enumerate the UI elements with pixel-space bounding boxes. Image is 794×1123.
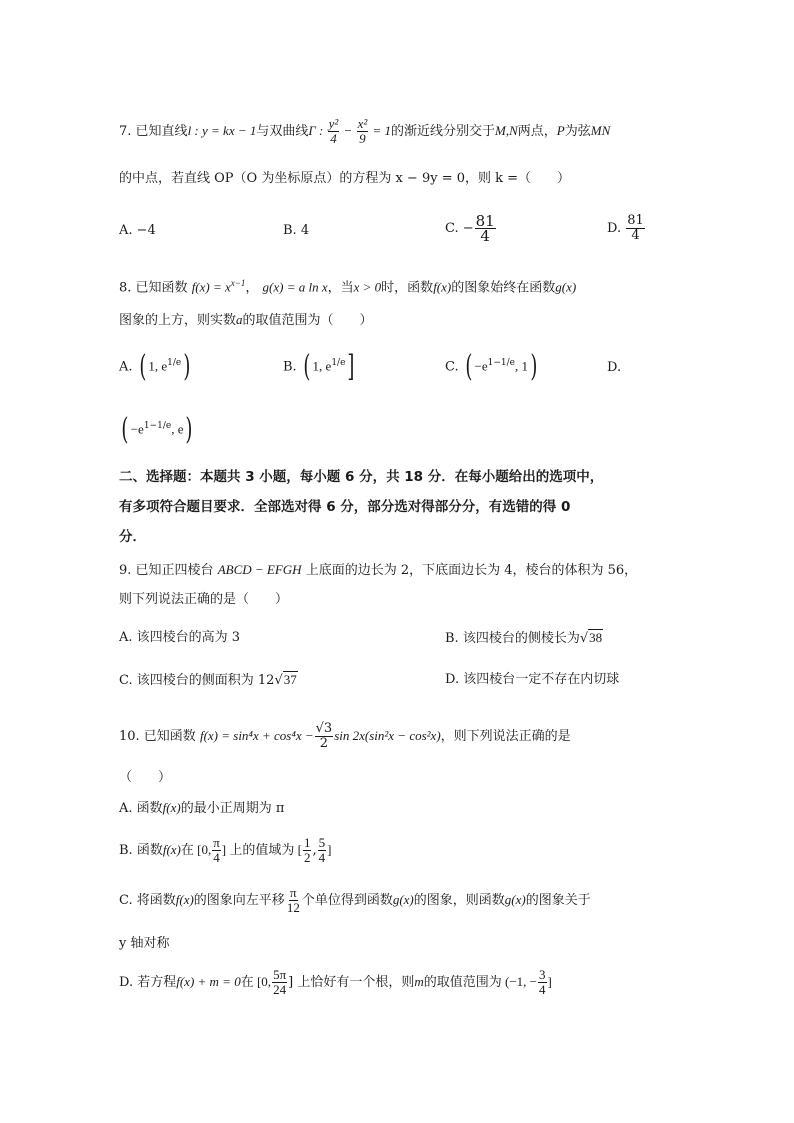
q7-option-d <box>607 214 646 243</box>
option-m: m <box>414 974 424 989</box>
frac-num: √3 <box>315 721 333 736</box>
frac-den: 24 <box>273 982 287 997</box>
q8-option-a <box>119 349 193 384</box>
option-frac <box>475 214 496 243</box>
q7-text: 为弦 <box>564 124 591 139</box>
option-body: −e <box>130 421 144 437</box>
q9-line1 <box>119 560 637 581</box>
frac-num: x² <box>357 116 368 131</box>
option-text: D. 若方程 <box>119 975 177 990</box>
paren-right: ) <box>530 349 538 384</box>
option-f: f(x) + m = 0 <box>176 974 241 989</box>
q7-number: 7. <box>119 124 132 139</box>
q8-line1 <box>119 273 576 298</box>
frac-num: 5π <box>273 967 287 982</box>
frac-den: 12 <box>286 900 300 915</box>
minus: − <box>340 123 356 138</box>
frac-num: 5 <box>318 835 326 850</box>
option-frac <box>272 968 287 997</box>
frac-num: 81 <box>475 212 495 230</box>
q7-chord: MN <box>590 123 611 138</box>
q7-line2: 的中点，若直线 OP（O 为坐标原点）的方程为 x − 9y = 0，则 k =（ ） <box>119 171 571 186</box>
q8-gx: g(x) <box>555 279 577 295</box>
q8-var: a <box>236 312 243 327</box>
paren-right: ) <box>183 349 191 384</box>
frac-num: π <box>290 885 297 900</box>
option-g: g(x) <box>392 892 414 907</box>
option-text: 的取值范围为 (−1, − <box>423 974 537 989</box>
q10-option-d <box>119 968 552 997</box>
frac-num: 81 <box>627 213 644 228</box>
frac-den: 4 <box>213 850 220 865</box>
frac-den: 9 <box>359 131 366 146</box>
frac-den: 4 <box>318 850 326 865</box>
frac-num: 3 <box>539 967 546 982</box>
option-text: C. 该四棱台的侧面积为 12 <box>119 673 275 688</box>
q8-option-b <box>283 349 357 384</box>
option-body: 1, e <box>312 358 332 374</box>
q7-text: 的渐近线分别交于 <box>391 124 496 139</box>
option-label: A. <box>119 359 133 375</box>
q8-f-def: f(x) = x <box>191 279 231 295</box>
frac-den: 2 <box>319 736 329 751</box>
option-exp: 1/e <box>331 358 346 369</box>
option-frac <box>212 836 221 865</box>
q8-exponent: x−1 <box>230 278 246 288</box>
q7-frac-x <box>357 117 369 146</box>
q8-text: 时，函数 <box>381 280 434 296</box>
option-text: ] 上的值域为 [ <box>221 842 302 857</box>
sqrt-sign: √ <box>274 673 283 688</box>
q8-text: ， <box>245 280 259 296</box>
q9-option-c <box>119 670 298 691</box>
paren-left: ( <box>465 349 473 384</box>
q10-line1 <box>119 722 571 751</box>
q7-point-p: P <box>556 123 565 138</box>
q8-fx: f(x) <box>433 279 452 295</box>
q10-option-a <box>119 798 284 819</box>
option-text: 的最小正周期为 π <box>180 801 285 816</box>
option-text: ] 上恰好有一个根，则 <box>288 975 415 990</box>
q8-text: 8. 已知函数 <box>119 280 188 296</box>
section2-line2: 有多项符合题目要求．全部选对得 6 分，部分选对得部分分，有选错的得 0 <box>119 499 571 515</box>
frac-den: 4 <box>330 131 337 146</box>
option-label: C. − <box>445 221 474 236</box>
equals: = 1 <box>369 123 392 138</box>
option-text: 的图象，则函数 <box>413 893 505 908</box>
q8-text: 的图象始终在函数 <box>451 280 556 296</box>
q7-option-b: B. 4 <box>283 223 310 238</box>
q10-f-def2: sin 2x(sin²x − cos²x) <box>334 728 441 743</box>
option-text: 的图象关于 <box>525 893 591 908</box>
q9-frustum-name: ABCD − EFGH <box>217 562 302 577</box>
q7-text: 已知直线 <box>135 124 188 139</box>
section2-line1: 二、选择题：本题共 3 小题，每小题 6 分，共 18 分．在每小题给出的选项中， <box>119 469 604 485</box>
q7-option-c <box>445 214 497 243</box>
frac-den: 4 <box>480 227 490 245</box>
option-body: , e <box>171 421 184 437</box>
option-text: C. 将函数 <box>119 893 176 908</box>
q7-line-equation: l : y = kx − 1 <box>187 123 257 138</box>
bracket-right: ] <box>347 349 355 384</box>
q9-option-b <box>445 628 603 649</box>
q7-hyperbola: Γ : <box>308 123 327 138</box>
q7-frac-y <box>328 117 340 146</box>
option-g: g(x) <box>504 892 526 907</box>
option-frac <box>286 886 301 915</box>
option-text: 在 [0, <box>180 842 212 857</box>
option-f: f(x) <box>162 800 181 815</box>
option-text: 的图象向左平移 <box>193 893 285 908</box>
option-exp: 1−1/e <box>487 358 515 369</box>
paren-left: ( <box>139 349 147 384</box>
q7-text: 与双曲线 <box>256 124 309 139</box>
q8-option-d <box>119 412 195 447</box>
option-f: f(x) <box>175 892 194 907</box>
q9-option-d: D. 该四棱台一定不存在内切球 <box>445 672 620 687</box>
option-body: , 1 <box>514 358 528 374</box>
option-text: B. 该四棱台的侧棱长为 <box>445 631 580 646</box>
q7-line1 <box>119 117 610 146</box>
q7-text: 两点， <box>517 124 557 139</box>
option-exp: 1/e <box>167 358 182 369</box>
q9-option-a: A. 该四棱台的高为 3 <box>119 630 241 645</box>
option-text: ] <box>327 842 332 857</box>
q8-option-c <box>445 349 540 384</box>
q8-line2 <box>119 310 373 331</box>
option-body: 1, e <box>148 358 168 374</box>
q8-g-def: g(x) = a ln x <box>262 279 328 295</box>
option-frac <box>538 968 547 997</box>
option-label: C. <box>445 359 459 375</box>
option-exp: 1−1/e <box>143 421 172 432</box>
q9-text: 上底面的边长为 2，下底面边长为 4，棱台的体积为 56， <box>305 563 638 578</box>
frac-den: 4 <box>539 982 546 997</box>
q10-text: ，则下列说法正确的是 <box>440 729 571 744</box>
sqrt-radicand: 38 <box>589 630 603 645</box>
q8-text: ，当 <box>327 280 354 296</box>
q8-option-d-label: D. <box>607 360 622 375</box>
frac-num: 1 <box>303 835 311 850</box>
q9-text: 9. 已知正四棱台 <box>119 563 214 578</box>
q7-points: M,N <box>495 123 518 138</box>
frac-num: y² <box>328 116 339 131</box>
q10-line2: （ ） <box>119 770 172 785</box>
option-label: D. <box>607 221 622 236</box>
option-text: B. 函数 <box>119 843 163 858</box>
q10-option-c-line2: y 轴对称 <box>119 936 170 951</box>
q8-condition: x > 0 <box>353 279 382 295</box>
option-label: B. <box>283 359 297 375</box>
option-text: A. 函数 <box>119 801 163 816</box>
q10-option-b: B. 函数f(x)在 [0, $\frac{\pi}{4}$ ] 上的值域为 [ $\frac{1}{2}$ , $\frac{5}{4}$ ] <box>119 835 332 865</box>
q10-option-c <box>119 886 591 915</box>
q10-frac <box>315 722 334 751</box>
option-text: 个单位得到函数 <box>301 893 393 908</box>
paren-right: ) <box>185 412 193 447</box>
option-frac <box>626 214 645 243</box>
q10-text: 10. 已知函数 <box>119 729 196 744</box>
paren-left: ( <box>303 349 311 384</box>
option-f: f(x) <box>162 842 181 857</box>
q7-option-a: A. −4 <box>119 223 156 238</box>
option-body: −e <box>474 358 488 374</box>
frac-den: 2 <box>303 850 311 865</box>
frac-den: 4 <box>631 228 640 243</box>
sqrt-sign: √ <box>579 631 589 646</box>
option-text: 在 [0, <box>240 974 272 989</box>
q8-text: 图象的上方，则实数 <box>119 313 237 328</box>
sqrt-radicand: 37 <box>283 672 297 687</box>
q8-text: 的取值范围为（ ） <box>242 313 373 328</box>
section2-line3: 分． <box>119 529 146 545</box>
option-frac <box>303 836 312 865</box>
q9-line2: 则下列说法正确的是（ ） <box>119 592 289 607</box>
option-frac <box>318 836 327 865</box>
frac-num: π <box>213 835 220 850</box>
paren-left: ( <box>121 412 129 447</box>
q10-f-def: f(x) = sin⁴x + cos⁴x − <box>199 728 314 743</box>
option-text: ] <box>547 974 552 989</box>
